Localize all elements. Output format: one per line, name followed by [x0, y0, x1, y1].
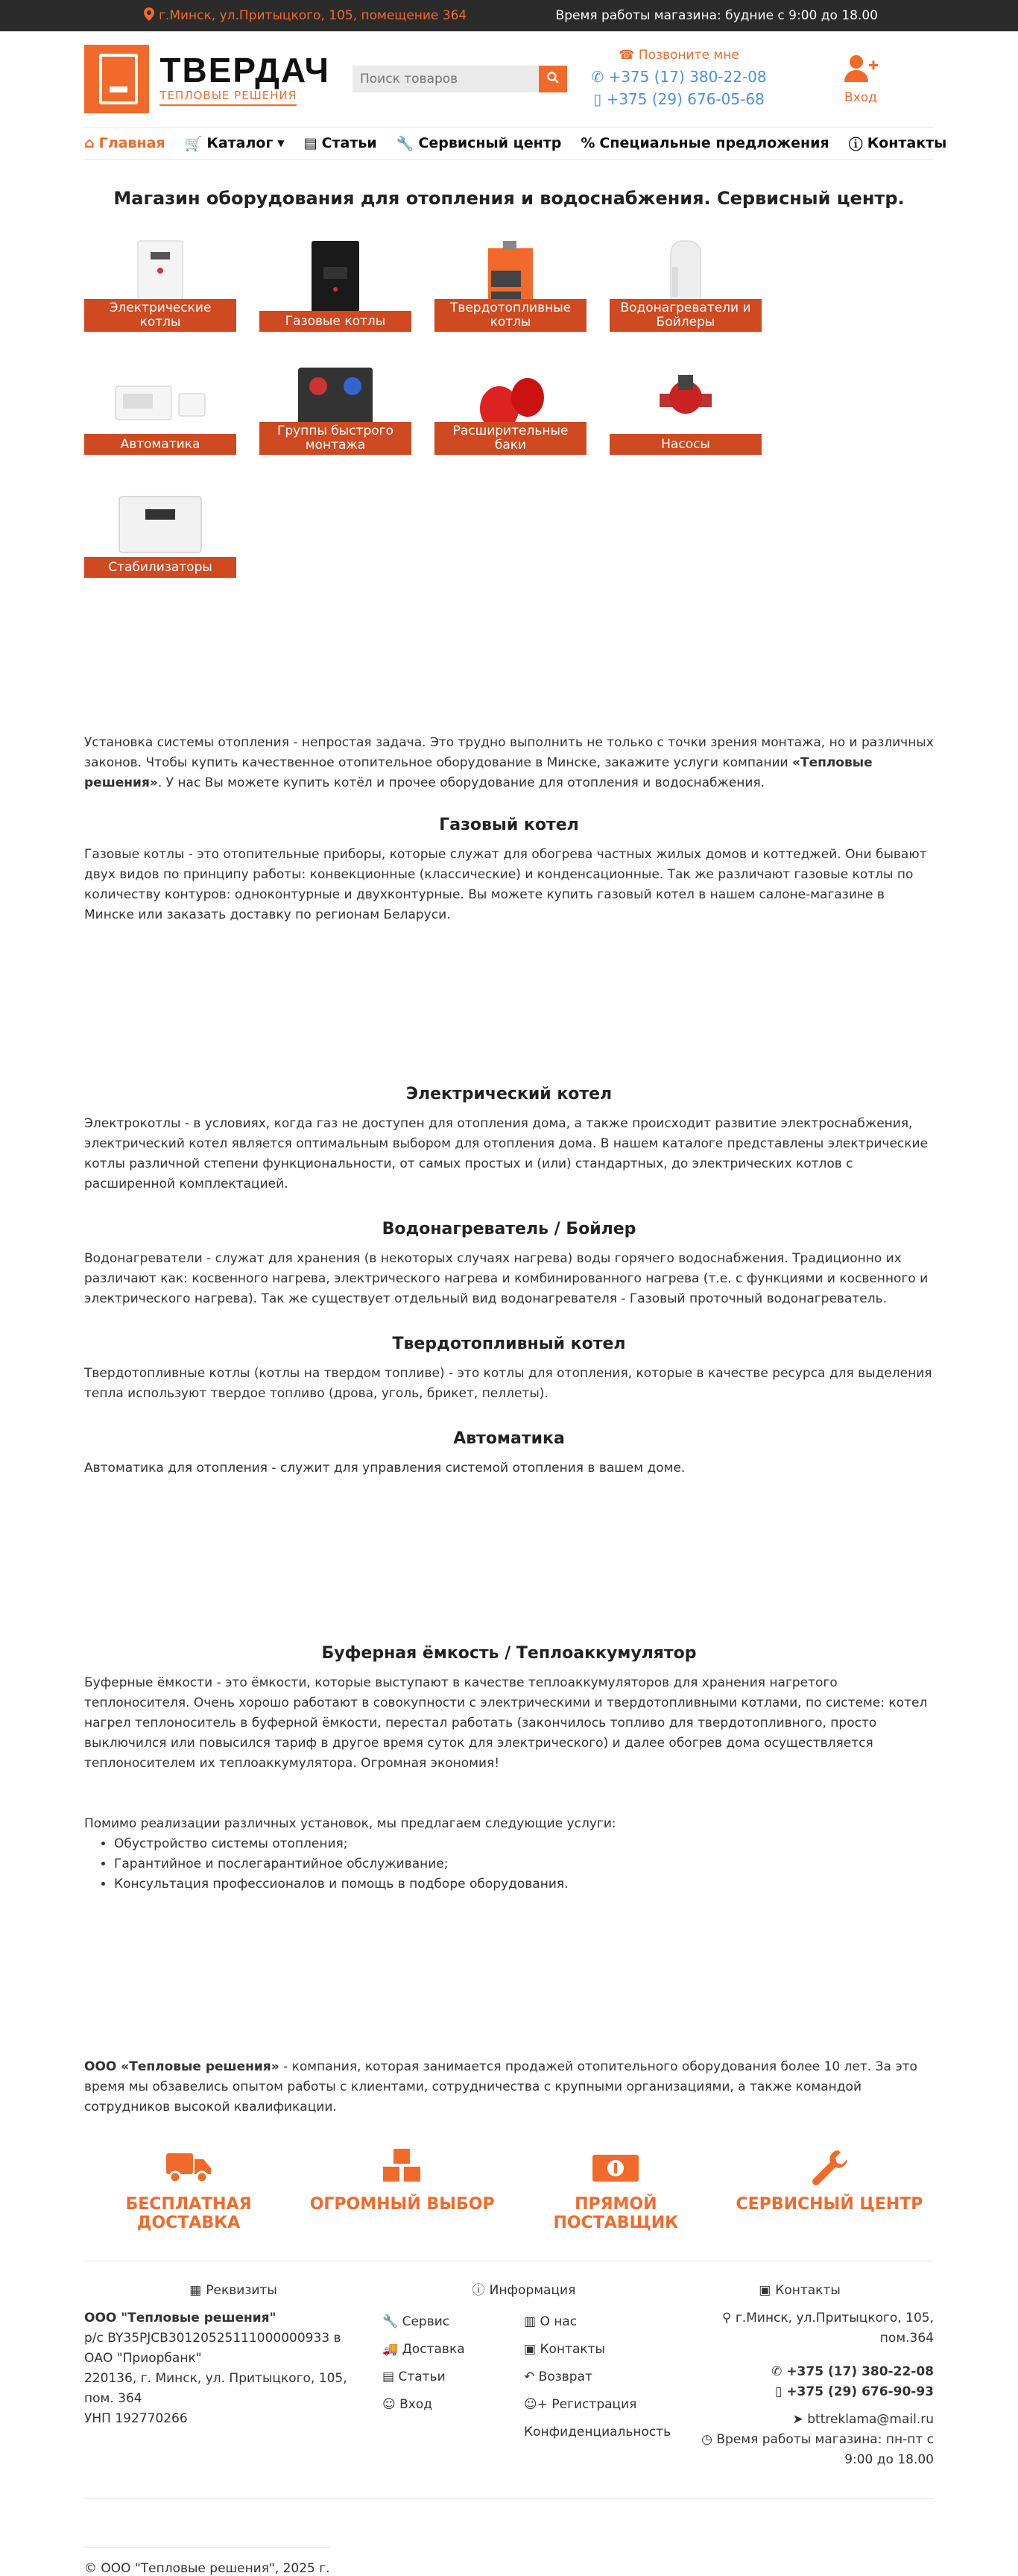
category-pumps[interactable] [610, 354, 762, 455]
book-icon: ▤ [303, 135, 317, 151]
phone-link-1[interactable] [589, 66, 768, 88]
contact-phone-2[interactable] [666, 2382, 934, 2402]
header [0, 31, 1018, 127]
wrench-icon: 🔧 [382, 2314, 399, 2329]
footer-heading [666, 2281, 934, 2301]
wrench-icon: 🔧 [396, 135, 414, 152]
contact-hours [673, 2430, 934, 2470]
feature-label: БЕСПЛАТНАЯ ДОСТАВКА [125, 2195, 252, 2232]
intro-company-name: «Тепловые решения» [84, 755, 873, 790]
search-form [352, 66, 567, 92]
contact-hours-text: Время работы магазина: пн-пт с 9:00 до 18.00 [716, 2432, 934, 2467]
truck-icon: 🚚 [382, 2342, 399, 2357]
contacts-title: Контакты [775, 2283, 841, 2298]
category-water-heaters[interactable] [610, 231, 762, 332]
cubes-icon [298, 2147, 507, 2195]
logo-title: ТВЕРДАЧ [159, 51, 330, 89]
link-register[interactable] [524, 2391, 666, 2419]
main-content [84, 188, 934, 2232]
intro-text-2: . У нас Вы можете купить котёл и прочее оборудование для отопления и водоснабжения. [157, 775, 765, 790]
login-label: Вход [844, 89, 877, 105]
info-links-col-2 [524, 2308, 671, 2446]
about-company-name: ООО «Тепловые решения» [84, 2059, 279, 2074]
link-label: Сервис [402, 2314, 450, 2329]
category-electric-boilers[interactable] [84, 231, 236, 332]
phone-2-text: +375 (29) 676-05-68 [606, 90, 765, 108]
category-label: Насосы [610, 434, 762, 455]
feature-label: ПРЯМОЙ ПОСТАВЩИК [553, 2195, 679, 2232]
nav-item-articles[interactable] [304, 135, 377, 151]
phone-link-2[interactable] [589, 88, 768, 110]
feature-label: СЕРВИСНЫЙ ЦЕНТР [736, 2195, 923, 2214]
phone-icon: ✆ [591, 68, 604, 86]
nav-item-service[interactable] [396, 135, 562, 152]
link-label: Конфиденциальность [524, 2425, 671, 2440]
section-title: Водонагреватель / Бойлер [382, 1220, 636, 1238]
category-grid [84, 231, 934, 578]
nav-item-catalog[interactable] [185, 135, 285, 152]
category-label: Электрические котлы [84, 299, 236, 332]
requisites-title: Реквизиты [206, 2283, 277, 2298]
section-title: Буферная ёмкость / Теплоаккумулятор [321, 1644, 697, 1663]
link-label: О нас [540, 2314, 578, 2329]
info-icon: ⓘ [472, 2283, 485, 2298]
bank-account: р/с BY35PJCB30120525111000000933 в ОАО "Приорбанк" [84, 2331, 341, 2366]
about-text: - компания, которая занимается продажей отопительного оборудования более 10 лет. За это время мы обзавелись опытом работы с клиентами, сотрудничества с крупными организациями, а также командой сотрудников высокой квалификации. [84, 2059, 917, 2114]
map-marker-icon [144, 7, 154, 25]
feature-delivery [84, 2147, 293, 2232]
nav-offers-label: Специальные предложения [599, 135, 829, 151]
section-text: Газовые котлы - это отопительные приборы, которые служат для обогрева частных жилых домов и коттеджей. Они бывают двух видов по принципу работы: конвекционные (классические) и конденсационные. Так же различают газовые котлы по количеству контуров: одноконтурные и двухконтурные. Вы можете купить газовый котел в нашем салоне-магазине в Минске или заказать доставку по регионам Беларуси. [84, 847, 927, 922]
section-electric-boiler [84, 1085, 934, 1194]
link-contacts[interactable] [524, 2336, 666, 2364]
link-about[interactable] [524, 2308, 666, 2336]
link-privacy[interactable] [524, 2419, 671, 2446]
nav-home-label: Главная [98, 135, 165, 151]
user-plus-icon [843, 54, 879, 90]
category-gas-boilers[interactable] [259, 231, 411, 332]
feature-label: ОГРОМНЫЙ ВЫБОР [309, 2195, 495, 2214]
copyright: © ООО "Тепловые решения", 2025 г. [84, 2547, 330, 2576]
list-item: • Гарантийное и послегарантийное обслуживание; [114, 1854, 934, 1874]
about-paragraph [84, 2057, 934, 2117]
category-pump-groups[interactable] [259, 354, 411, 455]
feature-choice [298, 2147, 507, 2232]
info-links [382, 2308, 671, 2446]
nav-item-offers[interactable] [581, 135, 829, 151]
services-list [114, 1834, 934, 1895]
search-button[interactable] [539, 66, 567, 92]
paper-plane-icon: ➤ [792, 2412, 803, 2427]
contact-phone-1-text: +375 (17) 380-22-08 [786, 2364, 934, 2379]
section-buffer-tank [84, 1644, 934, 1774]
nav-catalog-label: Каталог [206, 135, 274, 151]
building-icon: ▥ [524, 2314, 537, 2329]
nav-item-home[interactable] [84, 135, 165, 151]
mobile-icon: ▯ [775, 2384, 783, 2399]
footer-info [382, 2281, 671, 2470]
topbar-address[interactable] [144, 7, 467, 25]
info-icon: ⓘ [848, 136, 863, 153]
undo-icon: ↶ [524, 2369, 535, 2384]
chevron-down-icon: ▼ [277, 138, 285, 148]
nav-item-contacts[interactable] [849, 133, 947, 154]
map-marker-icon: ⚲ [722, 2311, 732, 2325]
footer-heading [382, 2281, 666, 2301]
cart-icon: 🛒 [184, 135, 203, 152]
phone-1-text: +375 (17) 380-22-08 [608, 68, 767, 86]
main-nav [0, 127, 1018, 160]
percent-icon: % [581, 135, 595, 151]
legal-address: 220136, г. Минск, ул. Притыцкого, 105, пом. 364 [84, 2371, 347, 2406]
user-icon: ☺ [382, 2397, 396, 2412]
link-login[interactable] [382, 2391, 524, 2419]
link-delivery[interactable] [382, 2336, 524, 2364]
section-title: Автоматика [453, 1429, 565, 1448]
section-text: Электрокотлы - в условиях, когда газ не доступен для отопления дома, а также происходит развитие электроснабжения, электрический котел является оптимальным выбором для отопления дома. В нашем каталоге представлены электрические котлы различной степени функциональности, от самых простых и (или) стандартных, до электрических котлов с расширенной комплектацией. [84, 1116, 929, 1191]
feature-supplier [511, 2147, 720, 2232]
services-intro: Помимо реализации различных установок, мы предлагаем следующие услуги: [84, 1816, 616, 1831]
link-label: Статьи [398, 2369, 446, 2384]
clock-icon: ◷ [701, 2432, 712, 2447]
section-text: Водонагреватели - служат для хранения (в некоторых случаях нагрева) воды горячего водоснабжения. Традиционно их различают как: косвенного нагрева, электрического нагрева и комбинированного нагрева (т.е. с функциями и косвенного и электрического нагрева). Так же существует отдельный вид водонагревателя - Газовый проточный водонагреватель. [84, 1251, 929, 1306]
link-returns[interactable] [524, 2364, 666, 2391]
table-icon: ▦ [189, 2283, 202, 2298]
section-text: Автоматика для отопления - служит для управления системой отопления в вашем доме. [84, 1461, 686, 1476]
footer-requisites [84, 2281, 382, 2470]
category-label: Группы быстрого монтажа [259, 422, 411, 455]
category-automation[interactable] [84, 354, 236, 455]
footer [0, 2261, 1018, 2576]
section-solid-fuel-boiler [84, 1335, 934, 1404]
topbar [0, 0, 1018, 31]
nav-contacts-label: Контакты [867, 135, 947, 151]
contact-email-text: bttreklama@mail.ru [807, 2412, 934, 2427]
footer-heading [84, 2281, 382, 2301]
link-label: Контакты [540, 2342, 605, 2357]
intro-paragraph [84, 733, 934, 793]
link-service[interactable] [382, 2308, 524, 2336]
section-automation [84, 1429, 934, 1478]
callback-icon: ☎ [619, 48, 635, 63]
contact-phone-2-text: +375 (29) 676-90-93 [786, 2384, 934, 2399]
link-label: Регистрация [551, 2397, 637, 2412]
logo[interactable] [84, 45, 330, 113]
footer-contacts [666, 2281, 934, 2470]
category-label: Твердотопливные котлы [434, 299, 587, 332]
contact-phone-1[interactable] [666, 2362, 934, 2382]
section-text: Твердотопливные котлы (котлы на твердом топливе) - это котлы для отопления, которые в качестве ресурса для выделения тепла используют твердое топливо (дрова, уголь, брикет, пеллеты). [84, 1366, 932, 1401]
page-title: Магазин оборудования для отопления и водоснабжения. Сервисный центр. [113, 188, 905, 209]
link-label: Возврат [538, 2369, 592, 2384]
intro-text-1: Установка системы отопления - непростая задача. Это трудно выполнить не только с точки зрения монтажа, но и различных законов. Чтобы купить качественное отопительное оборудование в Минске, закажите услуги компании [84, 735, 934, 770]
home-icon: ⌂ [84, 135, 95, 151]
logo-subtitle: ТЕПЛОВЫЕ РЕШЕНИЯ [159, 89, 297, 106]
link-label: Вход [399, 2397, 433, 2412]
info-title: Информация [489, 2283, 576, 2298]
mobile-icon: ▯ [593, 90, 602, 108]
section-title: Электрический котел [405, 1085, 613, 1103]
search-input[interactable] [352, 66, 539, 92]
category-label: Автоматика [84, 434, 236, 455]
category-expansion-tanks[interactable] [434, 354, 587, 455]
features [84, 2147, 934, 2232]
section-title: Газовый котел [439, 816, 579, 834]
login-link[interactable] [843, 54, 879, 105]
address-card-icon: ▣ [524, 2342, 537, 2357]
phone-icon: ✆ [771, 2364, 783, 2379]
link-label: Доставка [402, 2342, 465, 2357]
money-icon [511, 2147, 720, 2195]
section-title: Твердотопливный котел [392, 1335, 626, 1353]
section-water-heater [84, 1220, 934, 1309]
address-card-icon: ▣ [759, 2283, 771, 2298]
search-icon [547, 72, 559, 86]
company-name: ООО "Тепловые решения" [84, 2311, 276, 2325]
topbar-hours: Время работы магазина: будние с 9:00 до 18.00 [555, 8, 878, 23]
topbar-address-text: г.Минск, ул.Притыцкого, 105, помещение 364 [159, 8, 467, 23]
wrench-icon [725, 2147, 934, 2195]
truck-icon [84, 2147, 293, 2195]
feature-service [725, 2147, 934, 2232]
category-label: Стабилизаторы [84, 557, 236, 578]
header-phones [589, 48, 768, 110]
category-label: Газовые котлы [259, 311, 411, 332]
contact-address [666, 2308, 934, 2349]
nav-service-label: Сервисный центр [418, 135, 562, 151]
section-gas-boiler [84, 816, 934, 925]
list-item: • Обустройство системы отопления; [114, 1834, 934, 1854]
call-me-label: Позвоните мне [638, 48, 739, 63]
call-me-link[interactable] [589, 48, 768, 63]
contact-address-text: г.Минск, ул.Притыцкого, 105, пом.364 [735, 2311, 934, 2346]
category-solid-fuel-boilers[interactable] [434, 231, 587, 332]
section-text: Буферные ёмкости - это ёмкости, которые выступают в качестве теплоаккумуляторов для хранения нагретого теплоносителя. Очень хорошо работают в совокупности с электрическими и твердотопливными котлами, по системе: котел нагрел теплоноситель в буферной ёмкости, перестал работать (закончилось топливо для твердотопливного, просто выключился или повысился тариф в другое время суток для электрического) и далее обогрев дома осуществляется теплоносителем их теплоаккумулятора. Огромная экономия! [84, 1675, 928, 1771]
nav-articles-label: Статьи [321, 135, 377, 151]
user-plus-icon: ☺+ [524, 2397, 548, 2412]
contact-email[interactable] [666, 2410, 934, 2430]
link-articles[interactable] [382, 2364, 524, 2391]
info-links-col-1 [382, 2308, 524, 2446]
book-icon: ▤ [382, 2369, 395, 2384]
unp: УНП 192770266 [84, 2411, 188, 2426]
category-label: Расширительные баки [434, 422, 587, 455]
category-label: Водонагреватели и Бойлеры [610, 299, 762, 332]
category-stabilizers[interactable] [84, 477, 236, 578]
list-item: • Консультация профессионалов и помощь в подборе оборудования. [114, 1874, 934, 1895]
logo-boiler-icon [84, 45, 149, 113]
